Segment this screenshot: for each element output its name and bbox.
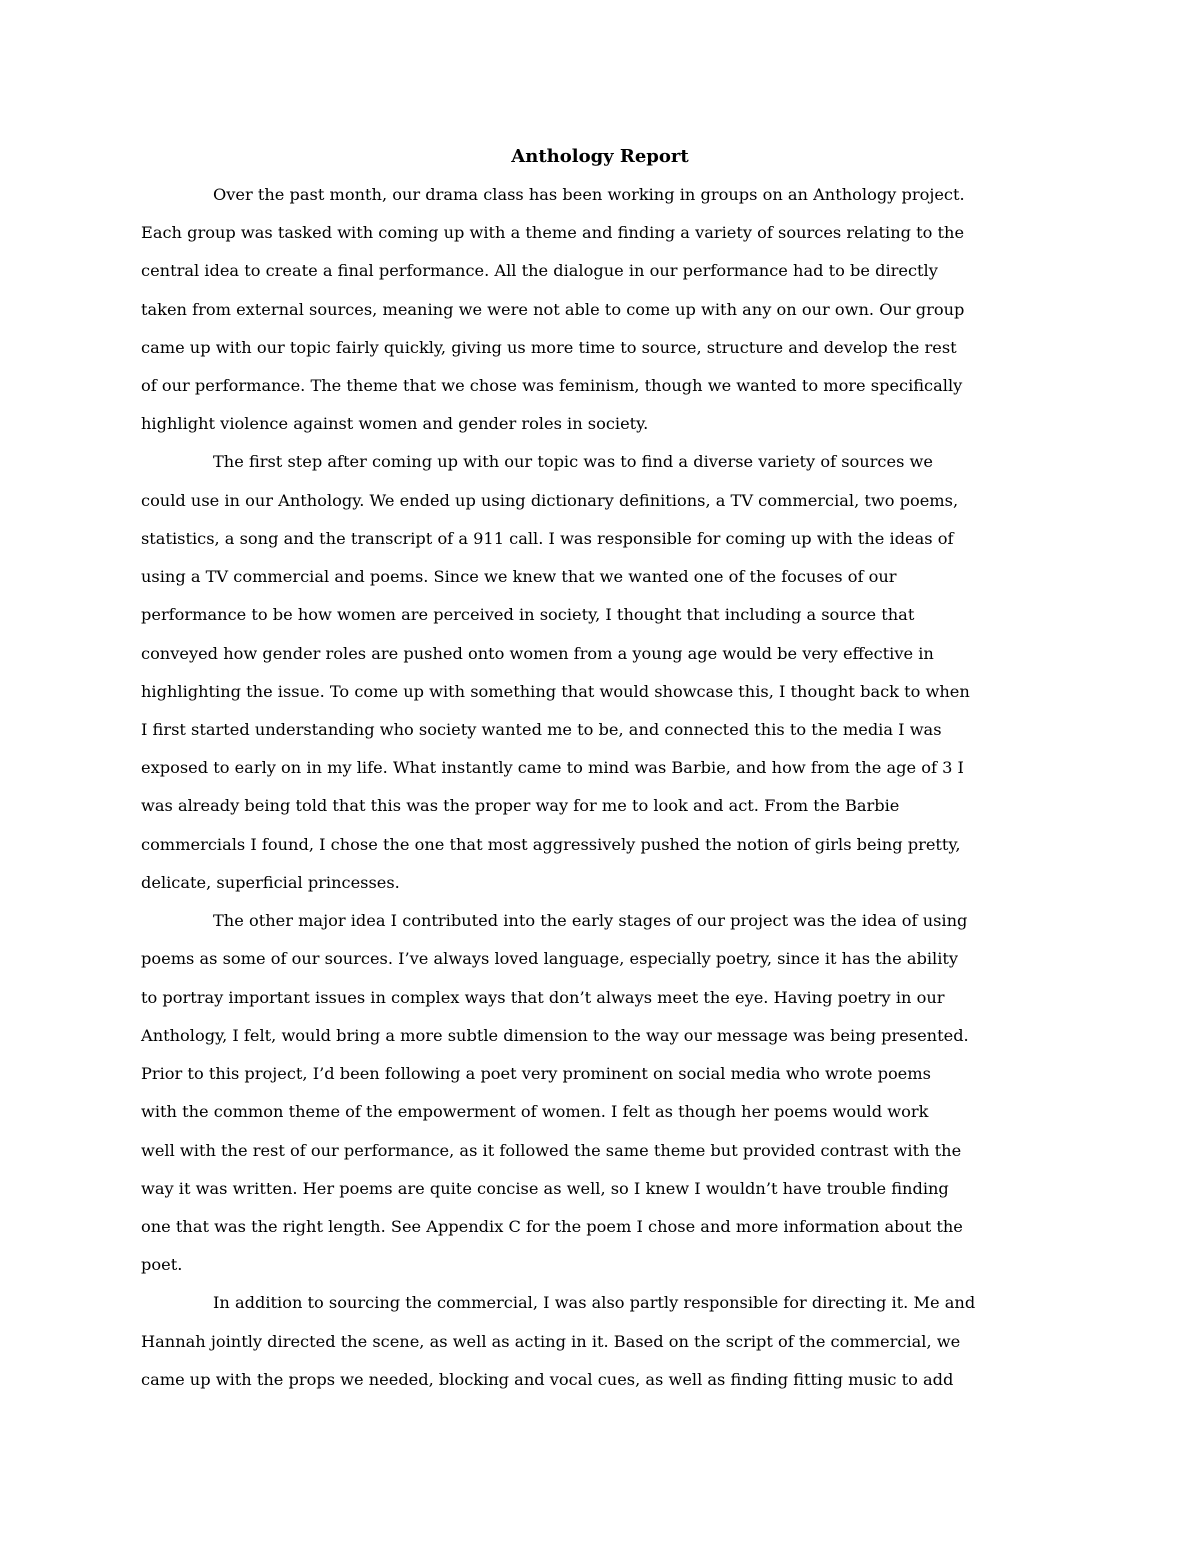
body-line: The other major idea I contributed into the early stages of our project was the idea of using — [213, 911, 968, 930]
body-line: of our performance. The theme that we chose was feminism, though we wanted to more specifically — [141, 376, 963, 395]
body-line: Each group was tasked with coming up with a theme and finding a variety of sources relating to the — [141, 223, 965, 242]
body-line: performance to be how women are perceived in society, I thought that including a source that — [141, 605, 915, 624]
body-line: Over the past month, our drama class has been working in groups on an Anthology project. — [213, 185, 965, 204]
body-line: was already being told that this was the proper way for me to look and act. From the Barbie — [141, 796, 900, 815]
body-line: statistics, a song and the transcript of a 911 call. I was responsible for coming up with the ideas of — [141, 529, 954, 548]
body-line: came up with the props we needed, blocking and vocal cues, as well as finding fitting music to add — [141, 1370, 954, 1389]
body-line: to portray important issues in complex ways that don’t always meet the eye. Having poetry in our — [141, 988, 945, 1007]
body-line: The first step after coming up with our topic was to find a diverse variety of sources we — [213, 452, 933, 471]
body-line: commercials I found, I chose the one that most aggressively pushed the notion of girls being pretty, — [141, 835, 961, 854]
body-line: conveyed how gender roles are pushed onto women from a young age would be very effective in — [141, 644, 934, 663]
body-line: Hannah jointly directed the scene, as well as acting in it. Based on the script of the commercial, we — [141, 1332, 961, 1351]
body-line: exposed to early on in my life. What instantly came to mind was Barbie, and how from the age of 3 I — [141, 758, 964, 777]
document-title: Anthology Report — [511, 146, 689, 167]
body-line: highlight violence against women and gender roles in society. — [141, 414, 649, 433]
body-line: Anthology, I felt, would bring a more subtle dimension to the way our message was being presented. — [141, 1026, 969, 1045]
body-line: one that was the right length. See Appendix C for the poem I chose and more information about the — [141, 1217, 963, 1236]
body-line: highlighting the issue. To come up with something that would showcase this, I thought back to when — [141, 682, 970, 701]
body-line: I first started understanding who society wanted me to be, and connected this to the media I was — [141, 720, 942, 739]
body-line: came up with our topic fairly quickly, giving us more time to source, structure and develop the rest — [141, 338, 957, 357]
body-line: taken from external sources, meaning we were not able to come up with any on our own. Our group — [141, 300, 965, 319]
body-line: poems as some of our sources. I’ve always loved language, especially poetry, since it has the ability — [141, 949, 959, 968]
body-line: well with the rest of our performance, as it followed the same theme but provided contrast with the — [141, 1141, 962, 1160]
body-line: poet. — [141, 1255, 183, 1274]
body-line: In addition to sourcing the commercial, I was also partly responsible for directing it. Me and — [213, 1293, 976, 1312]
body-line: with the common theme of the empowerment of women. I felt as though her poems would work — [141, 1102, 929, 1121]
body-line: using a TV commercial and poems. Since we knew that we wanted one of the focuses of our — [141, 567, 897, 586]
body-line: delicate, superficial princesses. — [141, 873, 400, 892]
body-line: central idea to create a final performance. All the dialogue in our performance had to be directly — [141, 261, 938, 280]
body-line: Prior to this project, I’d been following a poet very prominent on social media who wrote poems — [141, 1064, 931, 1083]
body-line: could use in our Anthology. We ended up using dictionary definitions, a TV commercial, two poems, — [141, 491, 959, 510]
body-line: way it was written. Her poems are quite concise as well, so I knew I wouldn’t have trouble finding — [141, 1179, 949, 1198]
